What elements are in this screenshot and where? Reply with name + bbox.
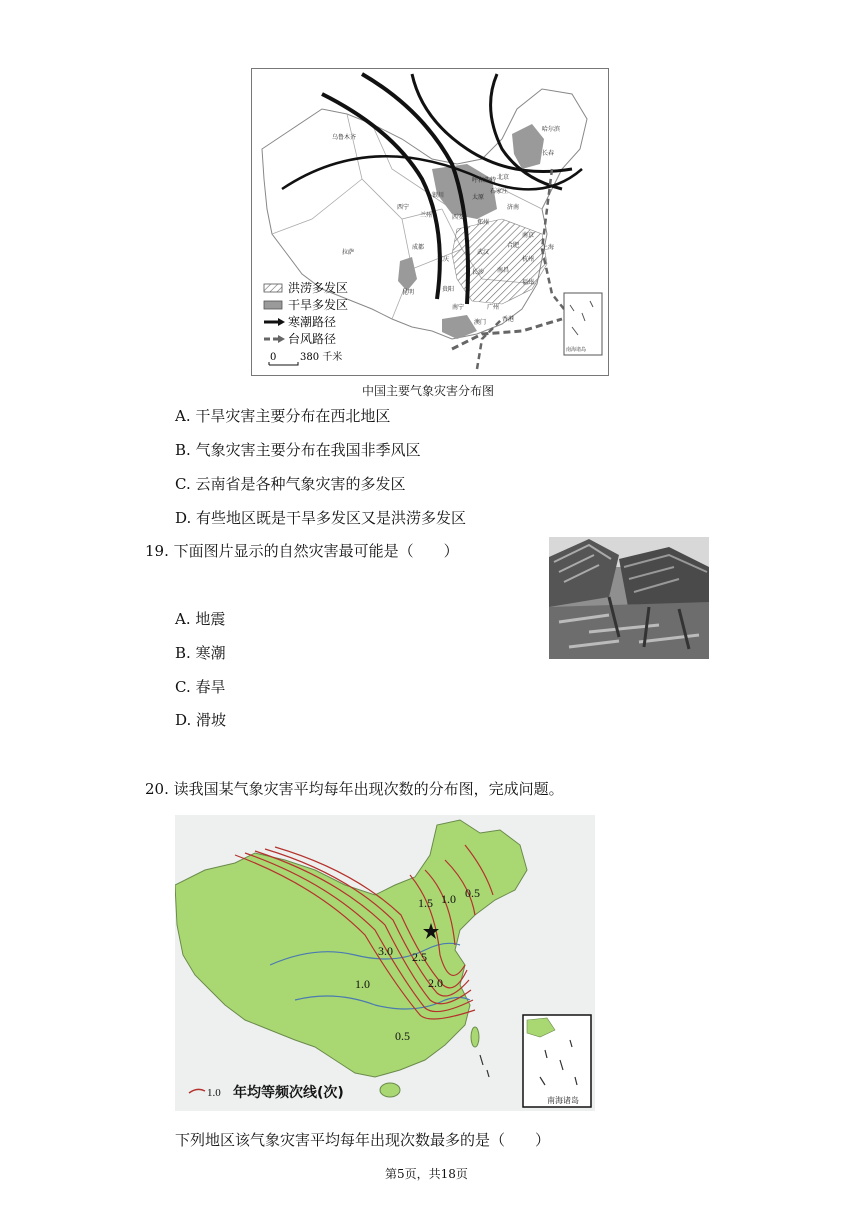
city-label: 西安 <box>452 215 465 221</box>
option-letter: B. <box>175 441 191 459</box>
map1-caption: 中国主要气象灾害分布图 <box>362 384 495 398</box>
q18-option-b[interactable] <box>175 440 421 460</box>
option-text: 有些地区既是干旱多发区又是洪涝多发区 <box>196 509 467 527</box>
frequency-map-svg <box>175 815 595 1111</box>
option-text: 寒潮 <box>195 644 226 662</box>
city-label: 乌鲁木齐 <box>332 135 357 141</box>
city-label: 北京 <box>497 175 510 181</box>
city-label: 合肥 <box>507 243 520 249</box>
city-label: 澳门 <box>474 320 487 326</box>
city-label: 济南 <box>507 205 520 211</box>
city-label: 呼和浩特 <box>472 178 497 184</box>
hazard-frequency-map <box>175 815 595 1111</box>
isoline-label: 1.5 <box>418 896 433 910</box>
isoline-label: 1.0 <box>355 977 370 991</box>
option-text: 地震 <box>195 610 226 628</box>
map-legend <box>264 280 348 365</box>
city-label: 重庆 <box>437 257 450 263</box>
q18-option-c[interactable] <box>175 474 406 494</box>
option-letter: A. <box>175 610 191 628</box>
isoline-label: 2.5 <box>412 950 427 964</box>
city-label: 武汉 <box>477 250 490 256</box>
isoline-label: 2.0 <box>428 976 443 990</box>
legend-text: 年均等频次线(次) <box>233 1085 344 1101</box>
south-china-sea-inset <box>564 293 602 355</box>
question-text: 下面图片显示的自然灾害最可能是（ ） <box>173 542 459 560</box>
scale-zero: 0 <box>270 352 277 363</box>
typhoon-arrow-icon <box>278 335 285 343</box>
cold-wave-arrow-icon <box>278 318 285 326</box>
page-footer: 第5页，共18页 <box>385 1167 468 1181</box>
city-label: 广州 <box>487 305 500 311</box>
city-label: 香港 <box>502 317 515 323</box>
q20-question: 下列地区该气象灾害平均每年出现次数最多的是（ ） <box>175 1131 551 1149</box>
city-label: 成都 <box>412 245 425 251</box>
option-letter: A. <box>175 407 191 425</box>
option-text: 滑坡 <box>196 711 227 729</box>
drought-legend-label: 干旱多发区 <box>288 298 349 312</box>
city-label: 杭州 <box>522 257 535 263</box>
question-text: 读我国某气象灾害平均每年出现次数的分布图，完成问题。 <box>173 780 564 798</box>
city-label: 昆明 <box>402 290 415 296</box>
city-label: 哈尔滨 <box>542 127 561 133</box>
q20-stem <box>145 779 564 799</box>
legend-value: 1.0 <box>207 1087 221 1099</box>
isoline-label: 1.0 <box>441 892 456 906</box>
cold-wave-legend-label: 寒潮路径 <box>288 315 337 329</box>
option-letter: D. <box>175 509 192 527</box>
q18-option-a[interactable] <box>175 406 390 426</box>
disaster-map-svg <box>252 69 608 375</box>
city-label: 南昌 <box>497 268 510 274</box>
city-label: 石家庄 <box>490 189 509 195</box>
option-letter: D. <box>175 711 192 729</box>
question-number: 19. <box>145 542 169 560</box>
city-label: 南宁 <box>452 305 465 311</box>
q19-stem <box>145 541 459 561</box>
typhoon-legend-label: 台风路径 <box>288 332 337 346</box>
q19-option-d[interactable] <box>175 710 226 730</box>
q19-option-a[interactable] <box>175 609 225 629</box>
city-label: 银川 <box>432 193 445 199</box>
inset-label: 南海诸岛 <box>566 347 587 353</box>
city-label: 长沙 <box>472 270 485 276</box>
q18-option-d[interactable] <box>175 508 466 528</box>
q19-option-b[interactable] <box>175 643 226 663</box>
city-label: 福州 <box>522 280 535 286</box>
inset-label: 南海诸岛 <box>547 1096 579 1105</box>
earthquake-damage-photo <box>549 537 709 659</box>
city-label: 拉萨 <box>342 250 355 256</box>
city-label: 郑州 <box>477 220 490 226</box>
q19-option-c[interactable] <box>175 677 226 697</box>
option-text: 气象灾害主要分布在我国非季风区 <box>195 441 421 459</box>
flood-legend-label: 洪涝多发区 <box>288 281 349 295</box>
question-number: 20. <box>145 780 169 798</box>
flood-legend-swatch <box>264 284 282 292</box>
option-letter: B. <box>175 644 191 662</box>
disaster-distribution-map <box>251 68 609 376</box>
option-letter: C. <box>175 678 191 696</box>
option-letter: C. <box>175 475 191 493</box>
option-text: 春旱 <box>195 678 226 696</box>
city-label: 南京 <box>522 233 535 239</box>
option-text: 云南省是各种气象灾害的多发区 <box>195 475 406 493</box>
city-label: 西宁 <box>397 205 410 211</box>
city-label: 上海 <box>542 245 555 251</box>
isoline-label: 0.5 <box>465 886 480 900</box>
drought-legend-swatch <box>264 301 282 309</box>
city-label: 兰州 <box>420 213 433 219</box>
scale-length: 380 千米 <box>300 352 343 363</box>
city-label: 长春 <box>542 151 555 157</box>
city-label: 贵阳 <box>442 287 455 293</box>
city-label: 太原 <box>472 195 485 201</box>
isoline-label: 0.5 <box>395 1029 410 1043</box>
isoline-label: 3.0 <box>378 944 393 958</box>
option-text: 干旱灾害主要分布在西北地区 <box>195 407 391 425</box>
